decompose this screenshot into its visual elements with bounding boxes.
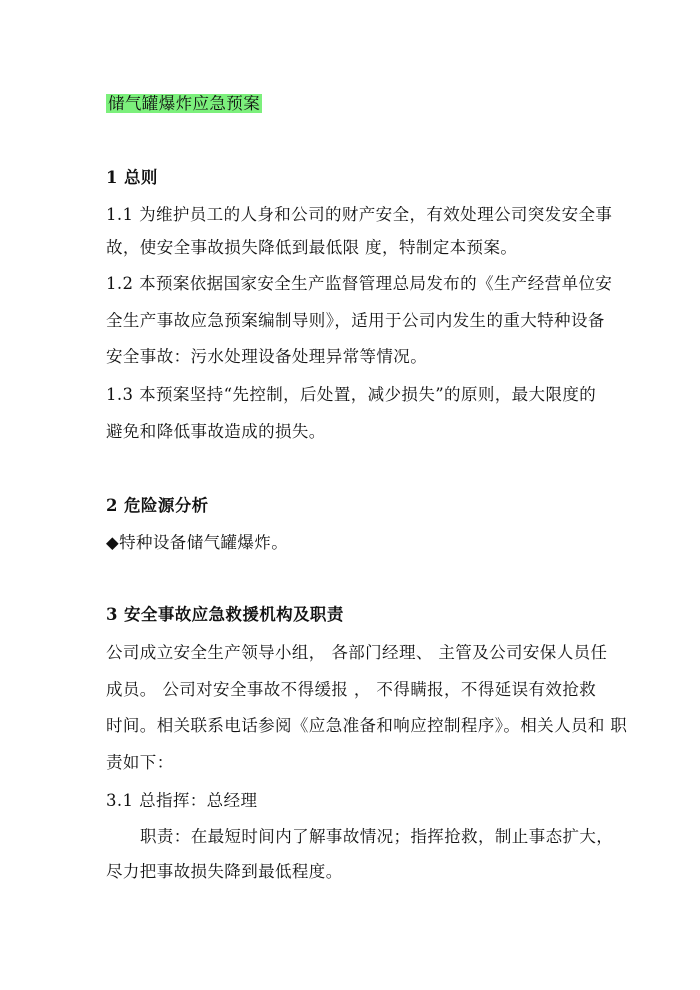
paragraph-3-line-1: 公司成立安全生产领导小组， 各部门经理、 主管及公司安保人员任	[106, 643, 608, 662]
paragraph-1-2-line-3: 安全事故：污水处理设备处理异常等情况。	[106, 347, 428, 366]
paragraph-3-1-duty-line-2: 尽力把事故损失降到最低程度。	[106, 862, 343, 881]
paragraph-1-2-line-1: 1.2 本预案依据国家安全生产监督管理总局发布的《生产经营单位安	[106, 274, 613, 293]
paragraph-1-1-line-2: 故，使安全事故损失降低到最低限 度，特制定本预案。	[106, 238, 518, 257]
paragraph-1-3-line-1: 1.3 本预案坚持“先控制，后处置，减少损失”的原则，最大限度的	[106, 385, 597, 404]
paragraph-3-line-2: 成员。 公司对安全事故不得缓报 ， 不得瞒报，不得延误有效抢救	[106, 680, 597, 699]
paragraph-3-line-4: 责如下：	[106, 753, 174, 772]
section-3-heading: 3 安全事故应急救援机构及职责	[106, 605, 344, 624]
paragraph-1-1-line-1: 1.1 为维护员工的人身和公司的财产安全，有效处理公司突发安全事	[106, 205, 613, 224]
paragraph-3-line-3: 时间。相关联系电话参阅《应急准备和响应控制程序》。相关人员和 职	[106, 716, 628, 735]
hazard-list-item: ◆特种设备储气罐爆炸。	[106, 533, 289, 552]
section-1-heading: 1 总则	[106, 168, 158, 187]
paragraph-1-3-line-2: 避免和降低事故造成的损失。	[106, 422, 326, 441]
paragraph-3-1-duty-line-1: 职责：在最短时间内了解事故情况；指挥抢救，制止事态扩大，	[140, 827, 614, 846]
document-title-line	[106, 92, 262, 116]
paragraph-3-1: 3.1 总指挥：总经理	[106, 791, 258, 810]
paragraph-1-2-line-2: 全生产事故应急预案编制导则》，适用于公司内发生的重大特种设备	[106, 311, 605, 330]
section-2-heading: 2 危险源分析	[106, 496, 209, 515]
document-title: 储气罐爆炸应急预案	[108, 94, 261, 113]
